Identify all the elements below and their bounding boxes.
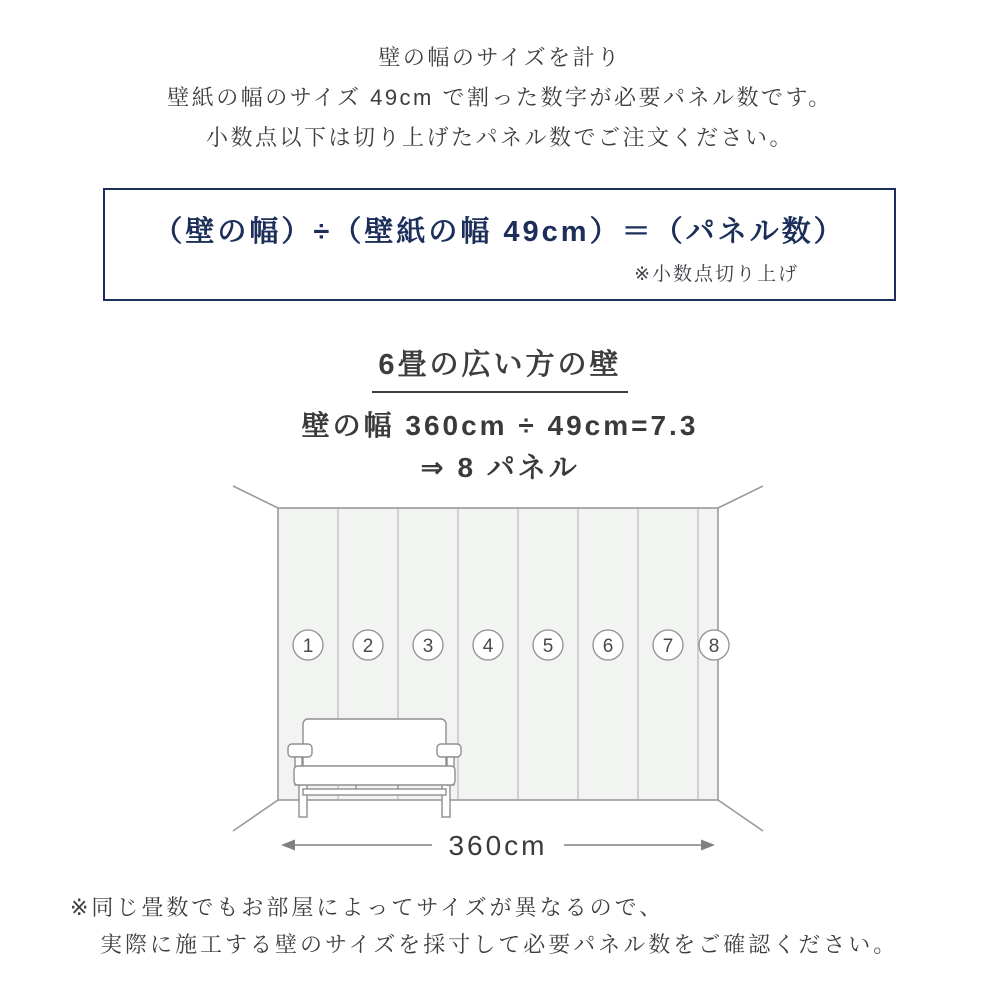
bench-seat [294, 766, 455, 785]
intro-line-1: 壁の幅のサイズを計り [378, 45, 622, 70]
example-result: ⇒ 8 パネル [420, 452, 580, 483]
bench-illustration [288, 719, 461, 817]
width-measure-arrow [281, 830, 715, 861]
bench-armrest-right [437, 744, 461, 757]
bench-backrest [303, 719, 446, 771]
footer-line-2: 実際に施工する壁のサイズを採寸して必要パネル数をご確認ください。 [100, 932, 899, 957]
footer-note [70, 889, 950, 963]
panel-formula: （壁の幅）÷（壁紙の幅 49cm）＝（パネル数） [153, 216, 846, 248]
panel-number-label: 2 [362, 636, 374, 657]
footer-line-1: ※同じ畳数でもお部屋によってサイズが異なるので、 [70, 895, 665, 920]
example-heading: 6畳の広い方の壁 [372, 342, 627, 393]
intro-text [0, 38, 1000, 158]
formula-box [103, 188, 896, 301]
example-heading-wrap [0, 342, 1000, 393]
bench-armrest-left [288, 744, 312, 757]
panel-number-label: 5 [542, 636, 554, 657]
intro-line-2: 壁紙の幅のサイズ 49cm で割った数字が必要パネル数です。 [167, 85, 833, 110]
panel-number-label: 3 [422, 636, 434, 657]
panel-number-label: 7 [662, 636, 674, 657]
wall-diagram [0, 478, 1000, 870]
formula-rounding-note: ※小数点切り上げ [634, 264, 799, 285]
panel-number-label: 8 [708, 636, 720, 657]
width-label: 360cm [448, 830, 548, 861]
panel-number-label: 6 [602, 636, 614, 657]
bench-rail [303, 789, 446, 795]
panel-number-label: 1 [302, 636, 314, 657]
example-calculation: 壁の幅 360cm ÷ 49cm=7.3 [301, 410, 699, 441]
panel-number-label: 4 [482, 636, 494, 657]
intro-line-3: 小数点以下は切り上げたパネル数でご注文ください。 [205, 125, 794, 150]
